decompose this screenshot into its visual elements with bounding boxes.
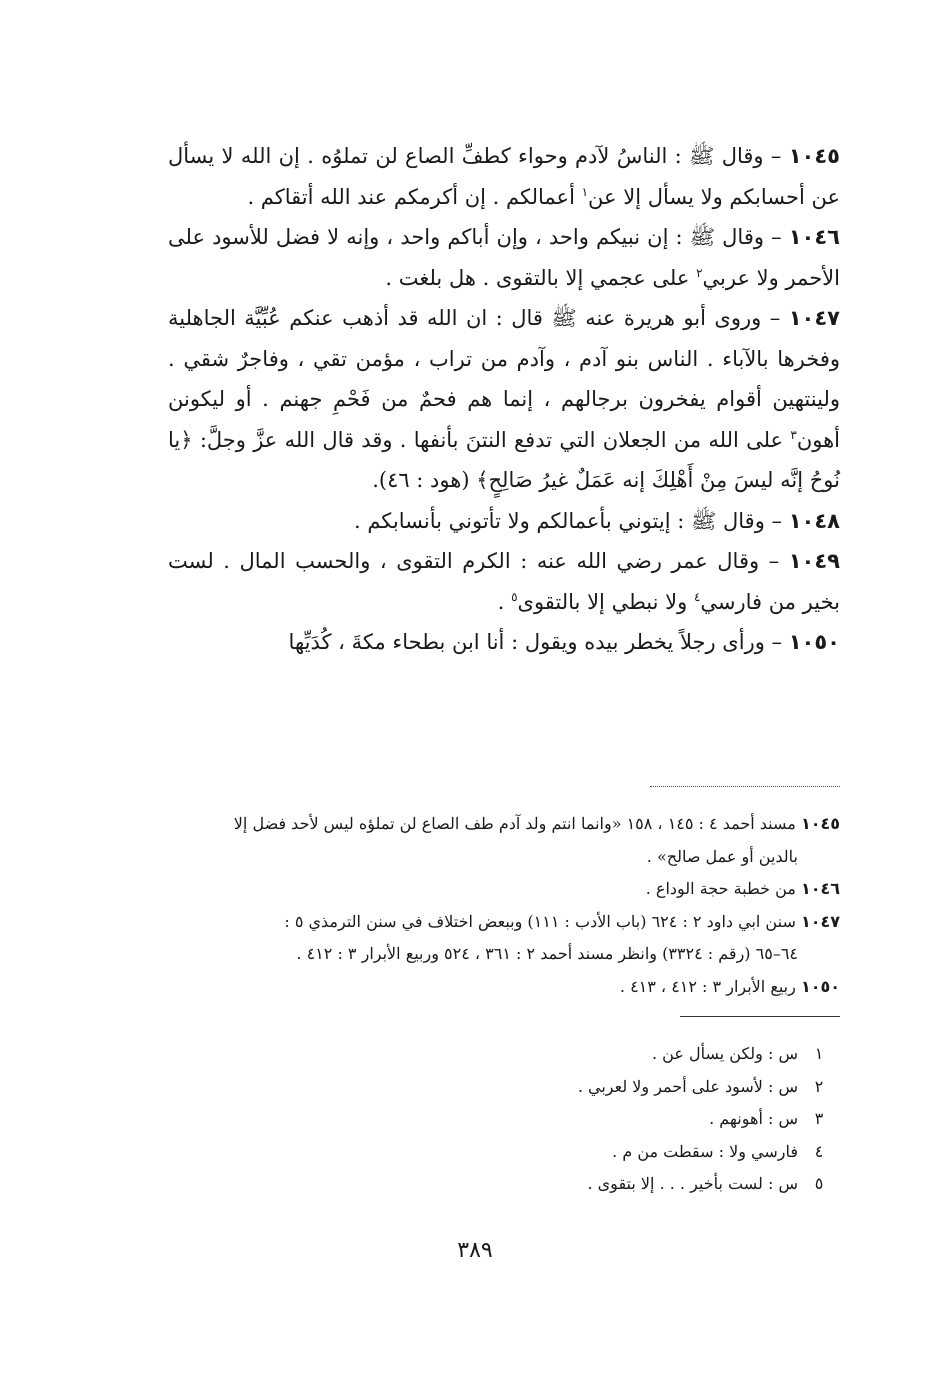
entry-1045	[168, 136, 840, 217]
source-note	[168, 808, 840, 841]
entry-1050	[168, 622, 840, 663]
variant-number: ٢	[814, 1076, 824, 1096]
page-number: ٣٨٩	[457, 1238, 493, 1263]
entry-text: ولا نبطي إلا بالتقوى	[517, 589, 694, 614]
footnote-marker: ٢	[696, 265, 703, 280]
entry-text: .	[497, 589, 512, 614]
source-note	[168, 906, 840, 939]
source-text: سنن ابي داود ٢ : ٦٢٤ (باب الأدب : ١١١) وببعض اختلاف في سنن الترمذي ٥ :	[284, 911, 801, 931]
variant-note	[450, 1071, 840, 1104]
entry-1047	[168, 298, 840, 501]
source-number: ١٠٥٠	[800, 976, 840, 996]
variant-number: ٣	[814, 1109, 824, 1128]
source-note	[168, 971, 840, 1004]
source-note-continuation: بالدين أو عمل صالح» .	[646, 846, 798, 866]
footnote-marker: ٣	[790, 427, 797, 442]
footnote-marker: ١	[581, 184, 589, 199]
variant-text: فارسي ولا : سقطت من م .	[612, 1141, 798, 1161]
source-note-continuation: ٦٤–٦٥ (رقم : ٣٣٢٤) وانظر مسند أحمد ٢ : ٣٦١ ، ٥٢٤ وربيع الأبرار ٣ : ٤١٢ .	[296, 944, 798, 963]
entry-number: ١٠٤٥	[788, 144, 840, 168]
variant-notes	[450, 1038, 840, 1201]
variant-note	[450, 1136, 840, 1169]
entry-number: ١٠٤٧	[788, 306, 840, 330]
entry-text: – وقال ﷺ : إيتوني بأعمالكم ولا تأتوني بأنسابكم .	[353, 508, 789, 533]
variant-note	[450, 1168, 840, 1201]
entry-number: ١٠٤٨	[788, 508, 840, 533]
variant-text: س : لست بأخير . . . إلا بتقوى .	[587, 1174, 798, 1193]
footnote-marker: ٥	[511, 589, 518, 604]
entry-text: – وقال ﷺ : إن نبيكم واحد ، وإن أباكم واحد ، وإنه لا فضل للأسود على الأحمر ولا عربي	[168, 225, 840, 290]
variants-divider	[680, 1016, 840, 1017]
entry-number: ١٠٥٠	[788, 630, 840, 654]
entry-text: على عجمي إلا بالتقوى . هل بلغت .	[385, 265, 697, 290]
entry-number: ١٠٤٦	[788, 225, 840, 249]
entry-text: – وقال عمر رضي الله عنه : الكرم التقوى ، والحسب المال . لست بخير من فارسي	[168, 549, 840, 614]
variant-text: س : ولكن يسأل عن .	[651, 1044, 798, 1063]
source-text: ربيع الأبرار ٣ : ٤١٢ ، ٤١٣ .	[619, 976, 801, 996]
variant-note	[450, 1038, 840, 1071]
source-number: ١٠٤٥	[800, 814, 840, 833]
main-text-body	[168, 136, 840, 663]
source-number: ١٠٤٦	[800, 879, 840, 898]
entry-number: ١٠٤٩	[788, 549, 840, 573]
entry-text: – وقال ﷺ : الناسُ لآدم وحواء كطفِّ الصاع لن تملوُه . إن الله لا يسأل عن أحسابكم ولا يسأل إلا عن	[168, 144, 840, 209]
entry-text: – ورأى رجلاً يخطر بيده ويقول : أنا ابن بطحاء مكةَ ، كُدَيِّها	[288, 630, 789, 654]
variant-text: س : لأسود على أحمر ولا لعربي .	[577, 1076, 798, 1096]
footnote-marker: ٤	[693, 589, 701, 604]
sources-divider	[650, 786, 840, 787]
variant-number: ٥	[814, 1174, 824, 1193]
source-text: من خطبة حجة الوداع .	[645, 879, 801, 898]
source-notes	[168, 808, 840, 1003]
variant-note	[450, 1103, 840, 1136]
entry-1048	[168, 501, 840, 542]
variant-text: س : أهونهم .	[709, 1109, 798, 1128]
entry-1046	[168, 217, 840, 298]
variant-number: ١	[814, 1044, 824, 1063]
entry-text: أعمالكم . إن أكرمكم عند الله أتقاكم .	[247, 184, 582, 209]
source-note	[168, 873, 840, 906]
entry-text: على الله من الجعلان التي تدفع النتنَ بأنفها . وقد قال الله عزَّ وجلَّ: ﴿يا نُوحُ إنَّه ليسَ مِنْ أَهْلِكَ إنه عَمَلٌ غيرُ صَالِحٍ﴾ (هود : ٤٦).	[168, 427, 840, 492]
source-text: مسند أحمد ٤ : ١٤٥ ، ١٥٨ «وانما انتم ولد آدم طف الصاع لن تملؤه ليس لأحد فضل إلا	[233, 814, 801, 833]
source-number: ١٠٤٧	[800, 911, 840, 931]
entry-1049	[168, 541, 840, 622]
entry-text: – وروى أبو هريرة عنه ﷺ قال : ان الله قد أذهب عنكم عُبِّيَّة الجاهلية وفخرها بالآباء . الناس بنو آدم ، وآدم من تراب ، مؤمن تقي ، وفاجرٌ شقي . ولينتهين أقوام يفخرون برجالهم ، إنما هم فحمٌ من فَحْمِ جهنم . أو ليكونن أهون	[168, 306, 840, 452]
variant-number: ٤	[814, 1141, 824, 1161]
